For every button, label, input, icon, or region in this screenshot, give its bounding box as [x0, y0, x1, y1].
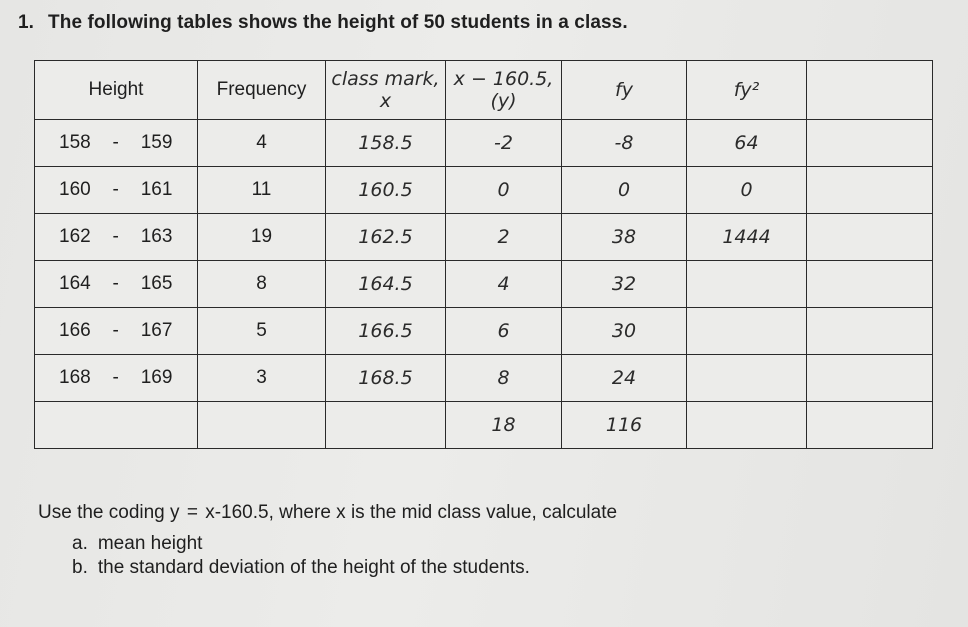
task-label: a.: [72, 533, 88, 554]
height-dash: -: [112, 132, 119, 153]
header-frequency: Frequency: [198, 61, 326, 120]
height-high: 163: [140, 226, 173, 247]
fy-cell: 24: [562, 355, 687, 402]
fy2-cell: 64: [687, 120, 807, 167]
height-cell: [35, 120, 198, 167]
extra-cell: [807, 167, 933, 214]
total-y-cell: 18: [446, 402, 562, 449]
table-row: [35, 120, 933, 167]
class-mark-cell: 160.5: [326, 167, 446, 214]
task-item-b: [72, 557, 530, 579]
height-dash: -: [112, 320, 119, 341]
table-header-row: [35, 61, 933, 120]
fy-cell: 30: [562, 308, 687, 355]
extra-cell: [807, 355, 933, 402]
fy-cell: -8: [562, 120, 687, 167]
total-extra-cell: [807, 402, 933, 449]
y-cell: 4: [446, 261, 562, 308]
instruction-expression: x-160.5, where x is the mid class value, calculate: [205, 502, 618, 523]
task-text: mean height: [97, 533, 203, 554]
header-fy2: fy²: [687, 61, 807, 120]
extra-cell: [807, 261, 933, 308]
total-class-mark-cell: [326, 402, 446, 449]
task-label: b.: [72, 557, 88, 578]
header-height: Height: [35, 61, 198, 120]
instruction-variable: y: [170, 502, 180, 523]
task-text: the standard deviation of the height of the students.: [97, 557, 530, 578]
frequency-cell: 5: [198, 308, 326, 355]
height-high: 167: [140, 320, 173, 341]
height-cell: [35, 355, 198, 402]
fy2-cell: [687, 261, 807, 308]
fy2-cell: [687, 308, 807, 355]
height-low: 160: [59, 179, 91, 200]
question-text: The following tables shows the height of 50 students in a class.: [48, 12, 628, 33]
fy-cell: 32: [562, 261, 687, 308]
height-cell: [35, 214, 198, 261]
height-high: 165: [140, 273, 173, 294]
height-high: 169: [140, 367, 173, 388]
height-low: 158: [59, 132, 91, 153]
header-fy: fy: [562, 61, 687, 120]
height-cell: [35, 167, 198, 214]
fy2-cell: [687, 355, 807, 402]
height-dash: -: [112, 273, 119, 294]
question-title: [18, 12, 628, 34]
extra-cell: [807, 308, 933, 355]
height-dash: -: [112, 226, 119, 247]
height-low: 162: [59, 226, 91, 247]
height-low: 166: [59, 320, 91, 341]
table-row: [35, 261, 933, 308]
table-total-row: [35, 402, 933, 449]
y-cell: 8: [446, 355, 562, 402]
header-class-mark: class mark, x: [326, 61, 446, 120]
class-mark-cell: 162.5: [326, 214, 446, 261]
fy2-cell: 1444: [687, 214, 807, 261]
height-high: 161: [140, 179, 173, 200]
fy-cell: 38: [562, 214, 687, 261]
y-cell: -2: [446, 120, 562, 167]
total-height-cell: [35, 402, 198, 449]
height-cell: [35, 308, 198, 355]
class-mark-cell: 168.5: [326, 355, 446, 402]
height-dash: -: [112, 179, 119, 200]
height-low: 168: [59, 367, 91, 388]
fy-cell: 0: [562, 167, 687, 214]
instruction-lead: Use the coding: [38, 502, 165, 523]
height-low: 164: [59, 273, 91, 294]
total-fy-cell: 116: [562, 402, 687, 449]
frequency-cell: 19: [198, 214, 326, 261]
instruction-equals: =: [186, 502, 198, 523]
class-mark-cell: 164.5: [326, 261, 446, 308]
question-number: 1.: [18, 12, 35, 33]
frequency-table: [34, 60, 933, 449]
header-extra: [807, 61, 933, 120]
table-row: [35, 355, 933, 402]
y-cell: 2: [446, 214, 562, 261]
extra-cell: [807, 214, 933, 261]
table-row: [35, 214, 933, 261]
table-row: [35, 167, 933, 214]
frequency-cell: 4: [198, 120, 326, 167]
class-mark-cell: 166.5: [326, 308, 446, 355]
frequency-cell: 3: [198, 355, 326, 402]
y-cell: 6: [446, 308, 562, 355]
task-item-a: [72, 533, 202, 555]
frequency-cell: 8: [198, 261, 326, 308]
header-y: x − 160.5, (y): [446, 61, 562, 120]
table-row: [35, 308, 933, 355]
class-mark-cell: 158.5: [326, 120, 446, 167]
height-high: 159: [140, 132, 173, 153]
height-dash: -: [112, 367, 119, 388]
total-fy2-cell: [687, 402, 807, 449]
frequency-cell: 11: [198, 167, 326, 214]
total-frequency-cell: [198, 402, 326, 449]
coding-instruction: [38, 502, 617, 524]
fy2-cell: 0: [687, 167, 807, 214]
y-cell: 0: [446, 167, 562, 214]
height-cell: [35, 261, 198, 308]
extra-cell: [807, 120, 933, 167]
